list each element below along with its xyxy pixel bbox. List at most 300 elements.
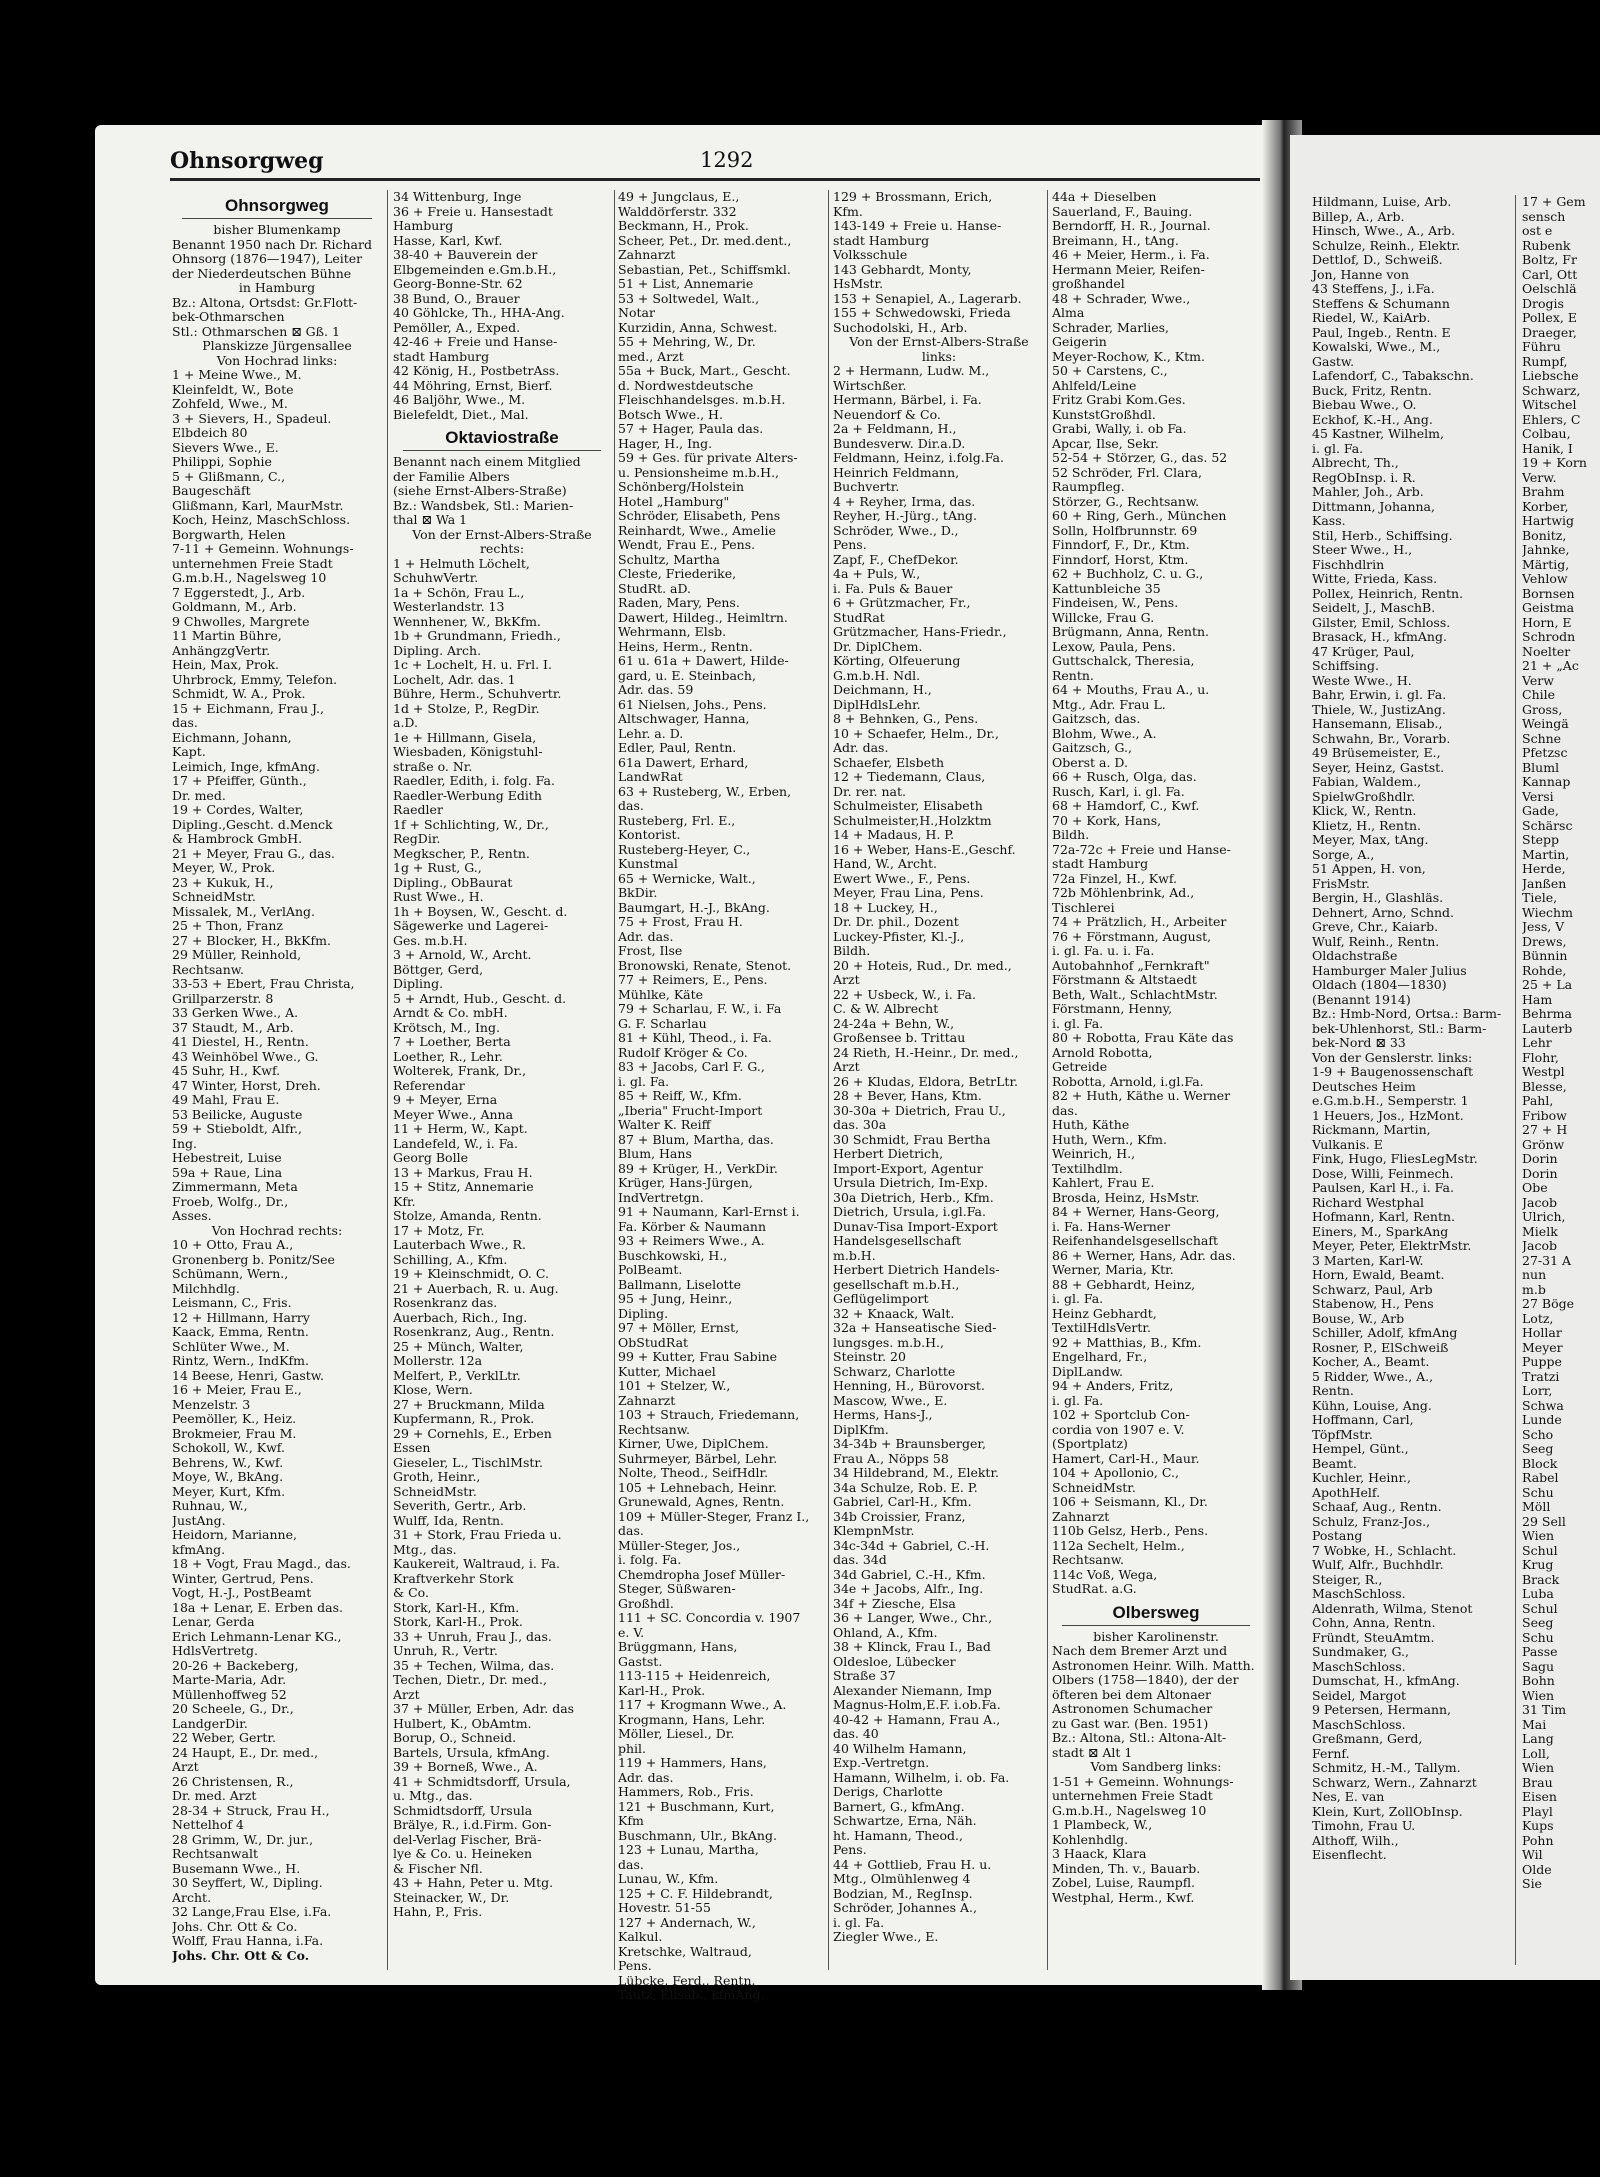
directory-entry-line: Aldenrath, Wilma, Stenot — [1312, 1600, 1473, 1616]
directory-entry-line: Grabi, Wally, i. ob Fa. — [1052, 422, 1187, 436]
directory-entry-line: Krüger, Hans-Jürgen, — [618, 1176, 753, 1190]
directory-entry-line: Mtg., Adr. Frau L. — [1052, 697, 1166, 712]
directory-entry-line: Pemöller, A., Exped. — [393, 320, 521, 335]
directory-entry-line: Adr. das. — [833, 741, 889, 755]
directory-entry-line: Greve, Chr., Kaiarb. — [1312, 919, 1439, 934]
directory-entry-line: HsMstr. — [833, 277, 884, 291]
directory-entry-line: Froeb, Wolfg., Dr., — [172, 1194, 289, 1209]
directory-entry-line: i. gl. Fa. — [1052, 1292, 1104, 1306]
directory-entry-line: 5 + Arndt, Hub., Gescht. d. — [393, 991, 567, 1006]
page-number: 1292 — [700, 148, 754, 172]
directory-entry-line: Brälye, R., i.d.Firm. Gon- — [393, 1818, 552, 1832]
directory-entry-line: Mtg., das. — [393, 1542, 457, 1557]
directory-entry-line: Ing. — [172, 1136, 197, 1151]
directory-entry-line: i. gl. Fa. — [1052, 1016, 1104, 1031]
directory-entry-line: 1 Plambeck, W., — [1052, 1818, 1153, 1832]
directory-entry-line: Ewert Wwe., F., Pens. — [833, 871, 971, 886]
directory-entry-line: 1h + Boysen, W., Gescht. d. — [393, 904, 568, 919]
directory-entry-line: 7 + Loether, Berta — [393, 1035, 511, 1049]
directory-entry-line: 31 Tim — [1522, 1702, 1567, 1717]
column-2 — [393, 190, 611, 1920]
directory-entry-line: 34-34b + Braunsberger, — [833, 1437, 986, 1451]
directory-entry-line: (Sportplatz) — [1052, 1437, 1128, 1451]
directory-entry-line: Dr. med. — [172, 788, 226, 803]
directory-entry-line: 27 Böge — [1522, 1296, 1574, 1311]
directory-entry-line: Stl.: Othmarschen ⊠ Gß. 1 — [172, 324, 340, 339]
directory-entry-line: Benannt 1950 nach Dr. Richard — [172, 237, 372, 252]
header-rule — [170, 178, 1260, 181]
directory-entry-line: 1c + Lochelt, H. u. Frl. I. — [393, 658, 552, 672]
directory-entry-line: Drews, — [1522, 933, 1567, 949]
directory-entry-line: 45 Suhr, H., Kwf. — [172, 1064, 281, 1078]
directory-entry-line: 117 + Krogmann Wwe., A. — [618, 1698, 787, 1712]
directory-entry-line: Heinz Gebhardt, — [1052, 1306, 1157, 1321]
directory-entry-line: 5 + Glißmann, C., — [172, 469, 286, 484]
directory-entry-line: bek-Uhlenhorst, Stl.: Barm- — [1312, 1020, 1487, 1036]
directory-entry-line: 114c Voß, Wega, — [1052, 1567, 1158, 1582]
directory-entry-line: Bouse, W., Arb — [1312, 1310, 1405, 1326]
directory-entry-line: 34b Croissier, Franz, — [833, 1509, 966, 1524]
directory-entry-line: bisher Karolinenstr. — [1093, 1629, 1219, 1644]
directory-entry-line: Horn, Ewald, Beamt. — [1312, 1267, 1445, 1282]
directory-entry-line: 53 + Soltwedel, Walt., — [618, 291, 760, 306]
directory-entry-line: Feldmann, Heinz, i.folg.Fa. — [833, 451, 1004, 465]
directory-entry-line: das. — [618, 1524, 644, 1538]
directory-entry-line: Klein, Kurt, ZollObInsp. — [1312, 1803, 1463, 1819]
directory-entry-line: e.G.m.b.H., Semperstr. 1 — [1312, 1093, 1469, 1108]
directory-entry-line: Ziegler Wwe., E. — [833, 1930, 939, 1944]
directory-entry-line: Ursula Dietrich, Im-Exp. — [833, 1176, 988, 1190]
directory-entry-line: MaschSchloss. — [1312, 1586, 1406, 1601]
directory-entry-line: der Familie Albers — [393, 469, 510, 484]
directory-entry-line: 30 Seyffert, W., Dipling. — [172, 1876, 323, 1890]
directory-entry-line: 99 + Kutter, Frau Sabine — [618, 1350, 778, 1364]
directory-entry-line: Fabian, Waldem., — [1312, 774, 1422, 789]
directory-entry-line: Witschel — [1522, 397, 1577, 412]
directory-entry-line: Chile — [1522, 687, 1556, 702]
directory-entry-line: Sievers Wwe., E. — [172, 440, 279, 455]
directory-entry-line: kfmAng. — [172, 1542, 226, 1557]
directory-entry-line: 49 + Jungclaus, E., — [618, 190, 740, 204]
directory-entry-line: Schwahn, Br., Vorarb. — [1312, 730, 1451, 746]
directory-entry-line: Henning, H., Bürovorst. — [833, 1379, 985, 1393]
directory-entry-line: Rohde, — [1522, 962, 1567, 978]
street-heading: Oldachstraße — [1312, 948, 1398, 963]
directory-entry-line: Berndorff, H. R., Journal. — [1052, 219, 1211, 233]
directory-entry-line: 80 + Robotta, Frau Käte das — [1052, 1031, 1234, 1045]
directory-entry-line: phil. — [618, 1741, 647, 1756]
directory-entry-line: 7 Eggerstedt, J., Arb. — [172, 585, 306, 600]
directory-entry-line: 51 Appen, H. von, — [1312, 861, 1426, 876]
directory-entry-line: Raedler-Werbung Edith — [393, 788, 542, 803]
directory-entry-line: 21 + Auerbach, R. u. Aug. — [393, 1281, 559, 1296]
directory-entry-line: Kfm. — [833, 204, 863, 219]
directory-entry-line: Schrodn — [1522, 629, 1576, 644]
directory-entry-line: 34 Hildebrand, M., Elektr. — [833, 1466, 1000, 1480]
directory-entry-line: Raumpfleg. — [1052, 480, 1125, 494]
directory-entry-line: Elbdeich 80 — [172, 426, 248, 440]
directory-entry-line: Hamburger Maler Julius — [1312, 962, 1467, 978]
directory-entry-line: 61 u. 61a + Dawert, Hilde- — [618, 654, 789, 668]
directory-entry-line: Arndt & Co. mbH. — [393, 1006, 508, 1020]
directory-entry-line: Weste Wwe., H. — [1312, 672, 1412, 688]
directory-entry-line: Bundesverw. Dir.a.D. — [833, 436, 966, 451]
directory-entry-line: Meyer, Kurt, Kfm. — [172, 1484, 286, 1499]
directory-entry-line: Busemann Wwe., H. — [172, 1861, 301, 1876]
directory-entry-line: Luba — [1522, 1586, 1554, 1601]
directory-entry-line: Schilling, A., Kfm. — [393, 1252, 508, 1267]
directory-entry-line: gard, u. E. Steinbach, — [618, 668, 756, 683]
directory-entry-line: SpielwGroßhdlr. — [1312, 788, 1416, 804]
directory-entry-line: Severith, Gertr., Arb. — [393, 1499, 527, 1513]
directory-entry-line: Rosenkranz das. — [393, 1296, 498, 1310]
directory-entry-line: Draeger, — [1522, 324, 1577, 340]
directory-entry-line: stadt ⊠ Alt 1 — [1052, 1745, 1133, 1760]
directory-entry-line: 19 + Kleinschmidt, O. C. — [393, 1267, 549, 1281]
directory-entry-line: Brahm — [1522, 484, 1565, 499]
directory-entry-line: 48 + Schrader, Wwe., — [1052, 291, 1191, 306]
directory-entry-line: 76 + Förstmann, August, — [1052, 929, 1212, 944]
directory-entry-line: Elbgemeinden e.Gm.b.H., — [393, 262, 557, 277]
directory-entry-line: Kups — [1522, 1818, 1554, 1833]
directory-entry-line: Ohland, A., Kfm. — [833, 1625, 938, 1640]
directory-entry-line: Dittmann, Johanna, — [1312, 498, 1435, 514]
directory-entry-line: Puppe — [1522, 1354, 1562, 1369]
street-heading: Oktaviostraße — [403, 426, 601, 451]
directory-entry-line: Arzt — [172, 1760, 199, 1774]
directory-entry-line: Schärsc — [1522, 817, 1573, 833]
directory-entry-line: Guttschalck, Theresia, — [1052, 654, 1195, 668]
directory-entry-line: 1e + Hillmann, Gisela, — [393, 730, 537, 745]
directory-entry-line: Stil, Herb., Schiffsing. — [1312, 527, 1453, 543]
directory-entry-line: Schröder, Johannes A., — [833, 1901, 977, 1915]
directory-entry-line: 30-30a + Dietrich, Frau U., — [833, 1103, 1006, 1118]
directory-entry-line: 12 + Tiedemann, Claus, — [833, 770, 986, 784]
directory-entry-line: Baugeschäft — [172, 484, 251, 498]
directory-entry-line: bek-Nord ⊠ 33 — [1312, 1035, 1406, 1050]
directory-entry-line: Riedel, W., KaiArb. — [1312, 310, 1431, 325]
directory-entry-line: Dose, Willi, Feinmech. — [1312, 1165, 1454, 1181]
directory-entry-line: 21 + „Ac — [1522, 658, 1579, 673]
directory-entry-line: lungsges. m.b.H., — [833, 1335, 944, 1350]
directory-entry-line: 19 + Korn — [1522, 455, 1587, 470]
directory-entry-line: Lauterbach Wwe., R. — [393, 1238, 526, 1252]
directory-entry-line: Dipling.,Gescht. d.Menck — [172, 817, 333, 832]
directory-entry-line: Mtg., Olmühlenweg 4 — [833, 1872, 971, 1886]
directory-entry-line: Walter K. Reiff — [618, 1118, 711, 1132]
directory-entry-line: 63 + Rusteberg, W., Erben, — [618, 784, 792, 799]
directory-entry-line: Janßen — [1522, 875, 1567, 891]
directory-entry-line: Hempel, Günt., — [1312, 1441, 1409, 1456]
directory-entry-line: i. gl. Fa. — [833, 1915, 885, 1930]
directory-entry-line: Steiger, R., — [1312, 1571, 1383, 1587]
directory-entry-line: Bornsen — [1522, 585, 1575, 601]
directory-entry-line: 24-24a + Behn, W., — [833, 1016, 955, 1031]
directory-entry-line: 9 + Meyer, Erna — [393, 1093, 498, 1107]
directory-entry-line: 41 + Schmidtsdorff, Ursula, — [393, 1774, 571, 1789]
directory-entry-line: Tiele, — [1522, 890, 1558, 905]
directory-entry-line: 16 + Weber, Hans-E.,Geschf. — [833, 842, 1016, 857]
directory-entry-line: Wolff, Frau Hanna, i.Fa. — [172, 1934, 324, 1948]
directory-entry-line: Breimann, H., tAng. — [1052, 233, 1179, 248]
directory-entry-line: Sauerland, F., Bauing. — [1052, 204, 1193, 219]
directory-entry-line: großhandel — [1052, 277, 1125, 291]
directory-entry-line: Klick, W., Rentn. — [1312, 803, 1417, 818]
directory-entry-line: StudRat. a.G. — [1052, 1582, 1137, 1596]
directory-entry-line: Buschkowski, H., — [618, 1248, 728, 1263]
directory-entry-line: 18 + Vogt, Frau Magd., das. — [172, 1557, 351, 1571]
directory-entry-line: Ulrich, — [1522, 1209, 1566, 1224]
directory-entry-line: 43 + Hahn, Peter u. Mtg. — [393, 1876, 554, 1890]
directory-entry-line: Fernf. — [1312, 1745, 1350, 1761]
directory-entry-line: 55a + Buck, Mart., Gescht. — [618, 364, 791, 378]
directory-entry-line: Bz.: Altona, Stl.: Altona-Alt- — [1052, 1731, 1227, 1745]
directory-entry-line: Schmitz, H.-M., Tallym. — [1312, 1760, 1461, 1775]
directory-entry-line: Hasse, Karl, Kwf. — [393, 233, 503, 248]
directory-entry-line: Rechtsanwalt — [172, 1847, 258, 1861]
directory-entry-line: ost e — [1522, 223, 1553, 238]
directory-entry-line: 14 + Madaus, H. P. — [833, 828, 955, 842]
directory-entry-line: 9 Petersen, Hermann, — [1312, 1702, 1452, 1717]
directory-entry-line: Schaefer, Elsbeth — [833, 755, 945, 770]
directory-entry-line: Gastst. — [618, 1654, 663, 1669]
directory-entry-line: G.m.b.H., Nagelsweg 10 — [1052, 1803, 1207, 1818]
street-heading: Olbersweg — [1062, 1601, 1250, 1626]
directory-entry-line: 26 + Kludas, Eldora, BetrLtr. — [833, 1074, 1019, 1089]
directory-entry-line: Leismann, C., Fris. — [172, 1296, 292, 1310]
directory-entry-line: Georg Bolle — [393, 1151, 468, 1165]
directory-entry-line: Deichmann, H., — [833, 683, 932, 697]
directory-entry-line: 74 + Prätzlich, H., Arbeiter — [1052, 915, 1227, 929]
directory-entry-line: Arnold Robotta, — [1052, 1045, 1153, 1060]
directory-entry-line: 3 + Arnold, W., Archt. — [393, 948, 532, 962]
directory-entry-line: Wil — [1522, 1847, 1543, 1862]
directory-entry-line: Alexander Niemann, Imp — [833, 1683, 992, 1698]
directory-entry-line: Adr. das. 59 — [618, 683, 694, 697]
directory-entry-line: Westphal, Herm., Kwf. — [1052, 1890, 1195, 1905]
directory-entry-line: 34c-34d + Gabriel, C.-H. — [833, 1538, 990, 1553]
directory-entry-line: 62 + Buchholz, C. u. G., — [1052, 567, 1204, 581]
directory-entry-line: Lunde — [1522, 1412, 1562, 1427]
directory-entry-line: (siehe Ernst-Albers-Straße) — [393, 484, 567, 498]
directory-entry-line: 38 + Klinck, Frau I., Bad — [833, 1640, 991, 1654]
directory-entry-line: u. Pensionsheime m.b.H., — [618, 465, 780, 480]
directory-entry-line: Wien — [1522, 1760, 1555, 1775]
directory-entry-line: 41 Diestel, H., Rentn. — [172, 1035, 309, 1049]
directory-entry-line: Loether, R., Lehr. — [393, 1049, 503, 1064]
directory-entry-line: 20 + Hoteis, Rud., Dr. med., — [833, 958, 1012, 973]
directory-entry-line: Heins, Herm., Rentn. — [618, 639, 753, 654]
directory-entry-line: Meyer Wwe., Anna — [393, 1107, 514, 1122]
directory-entry-line: Seidelt, J., MaschB. — [1312, 600, 1436, 615]
directory-entry-line: Barnert, G., kfmAng. — [833, 1799, 965, 1814]
directory-entry-line: Kahlert, Frau E. — [1052, 1176, 1155, 1190]
directory-entry-line: Raden, Mary, Pens. — [618, 596, 740, 610]
directory-entry-line: 45 Kastner, Wilhelm, — [1312, 426, 1445, 441]
directory-entry-line: Zapf, F., ChefDekor. — [833, 552, 959, 567]
directory-entry-line: Ohnsorg (1876—1947), Leiter — [172, 252, 363, 266]
directory-entry-line: Dunav-Tisa Import-Export — [833, 1219, 998, 1234]
column-5 — [1052, 190, 1260, 1905]
directory-entry-line: Handelsgesellschaft — [833, 1234, 961, 1248]
directory-entry-line: Dawert, Hildeg., Heimltrn. — [618, 610, 788, 625]
directory-entry-line: 93 + Reimers Wwe., A. — [618, 1234, 765, 1248]
directory-entry-line: Jess, V — [1522, 919, 1565, 934]
directory-entry-line: 33-53 + Ebert, Frau Christa, — [172, 977, 355, 991]
directory-entry-line: i. Fa. Hans-Werner — [1052, 1219, 1171, 1234]
directory-entry-line: Kurzidin, Anna, Schwest. — [618, 320, 778, 335]
directory-entry-line: 89 + Krüger, H., VerkDir. — [618, 1161, 778, 1176]
directory-entry-line: 88 + Gebhardt, Heinz, — [1052, 1277, 1196, 1292]
directory-entry-line: Einers, M., SparkAng — [1312, 1223, 1449, 1239]
directory-entry-line: 79 + Scharlau, F. W., i. Fa — [618, 1002, 782, 1016]
directory-entry-line: Uhrbrock, Emmy, Telefon. — [172, 672, 338, 687]
directory-entry-line: Wolterek, Frank, Dr., — [393, 1064, 527, 1078]
directory-entry-line: Geigerin — [1052, 335, 1107, 349]
directory-entry-line: 52-54 + Störzer, G., das. 52 — [1052, 451, 1228, 465]
directory-entry-line: Bahr, Erwin, i. gl. Fa. — [1312, 687, 1447, 702]
column-divider — [1515, 195, 1516, 1965]
directory-entry-line: Stork, Karl-H., Kfm. — [393, 1600, 520, 1615]
directory-entry-line: Brüggmann, Hans, — [618, 1640, 738, 1654]
directory-entry-line: 21 + Meyer, Frau G., das. — [172, 846, 335, 861]
directory-entry-line: 92 + Matthias, B., Kfm. — [1052, 1335, 1202, 1350]
directory-entry-line: Getreide — [1052, 1060, 1108, 1074]
directory-entry-line: G.m.b.H. Ndl. — [833, 668, 921, 683]
directory-entry-line: Cohn, Anna, Rentn. — [1312, 1615, 1436, 1630]
directory-entry-line: Bartels, Ursula, kfmAng. — [393, 1745, 550, 1760]
directory-entry-line: Oldesloe, Lübecker — [833, 1654, 956, 1669]
directory-entry-line: Bronowski, Renate, Stenot. — [618, 958, 792, 973]
directory-entry-line: Schmidtsdorff, Ursula — [393, 1803, 533, 1818]
directory-entry-line: Schulze, Reinh., Elektr. — [1312, 237, 1461, 253]
directory-entry-line: Schwartze, Erna, Näh. — [833, 1814, 977, 1828]
directory-entry-line: Nettelhof 4 — [172, 1818, 244, 1832]
directory-entry-line: 95 + Jung, Heinr., — [618, 1292, 733, 1306]
directory-entry-line: Referendar — [393, 1078, 465, 1093]
directory-entry-line: Johs. Chr. Ott & Co. — [172, 1948, 310, 1963]
directory-entry-line: Meyer, Frau Lina, Pens. — [833, 886, 984, 900]
directory-entry-line: Krogmann, Hans, Lehr. — [618, 1712, 766, 1727]
directory-entry-line: stadt Hamburg — [1052, 857, 1149, 871]
directory-entry-line: Lehr. a. D. — [618, 726, 684, 741]
directory-entry-line: 18a + Lenar, E. Erben das. — [172, 1600, 343, 1615]
directory-entry-line: Wiesbaden, Königstuhl- — [393, 745, 543, 759]
directory-entry-line: Fleischhandelsges. m.b.H. — [618, 393, 786, 407]
directory-entry-line: Arzt — [393, 1687, 420, 1702]
directory-entry-line: Bildh. — [1052, 828, 1090, 842]
directory-entry-line: Dr. Dr. phil., Dozent — [833, 915, 959, 929]
directory-entry-line: 86 + Werner, Hans, Adr. das. — [1052, 1248, 1236, 1263]
directory-entry-line: RegDir. — [393, 832, 441, 846]
directory-entry-line: 102 + Sportclub Con- — [1052, 1408, 1190, 1422]
directory-entry-line: 66 + Rusch, Olga, das. — [1052, 770, 1197, 784]
directory-entry-line: Obe — [1522, 1180, 1548, 1195]
directory-entry-line: u. Mtg., das. — [393, 1789, 473, 1803]
directory-entry-line: DiplKfm. — [833, 1422, 889, 1437]
directory-entry-line: Lochelt, Adr. das. 1 — [393, 672, 516, 687]
directory-entry-line: Jahnke, — [1522, 542, 1570, 557]
directory-entry-line: Kocher, A., Beamt. — [1312, 1354, 1430, 1369]
directory-entry-line: Gronenberg b. Ponitz/See — [172, 1252, 335, 1267]
directory-entry-line: DiplLandw. — [1052, 1364, 1124, 1379]
directory-entry-line: Steer Wwe., H., — [1312, 542, 1413, 557]
directory-entry-line: Wien — [1522, 1528, 1555, 1543]
directory-entry-line: Kfr. — [393, 1194, 416, 1209]
directory-entry-line: Hamert, Carl-H., Maur. — [1052, 1451, 1200, 1466]
directory-entry-line: ht. Hamann, Theod., — [833, 1828, 963, 1843]
directory-entry-line: Pfetzsc — [1522, 745, 1568, 760]
column-divider — [387, 190, 388, 1970]
directory-entry-line: 25 + Thon, Franz — [172, 919, 283, 933]
directory-entry-line: Engelhard, Fr., — [1052, 1350, 1148, 1364]
directory-entry-line: 4a + Puls, W., — [833, 567, 921, 581]
directory-entry-line: Hahn, P., Fris. — [393, 1905, 483, 1919]
directory-entry-line: Zimmermann, Meta — [172, 1180, 298, 1194]
directory-entry-line: 60 + Ring, Gerh., München — [1052, 509, 1227, 523]
directory-entry-line: 129 + Brossmann, Erich, — [833, 190, 993, 204]
directory-entry-line: Stepp — [1522, 832, 1559, 847]
directory-entry-line: 34f + Ziesche, Elsa — [833, 1596, 956, 1611]
directory-entry-line: 39 + Borneß, Wwe., A. — [393, 1760, 538, 1774]
directory-entry-line: Schulmeister, Elisabeth — [833, 799, 983, 813]
directory-entry-line: 34d Gabriel, C.-H., Kfm. — [833, 1567, 986, 1582]
directory-entry-line: Volksschule — [833, 248, 908, 262]
directory-entry-line: Dipling., ObBaurat — [393, 875, 513, 890]
directory-entry-line: Dehnert, Arno, Schnd. — [1312, 904, 1455, 920]
directory-entry-line: a.D. — [393, 716, 418, 730]
directory-entry-line: Schaaf, Aug., Rentn. — [1312, 1499, 1442, 1514]
directory-entry-line: Rabel — [1522, 1470, 1559, 1485]
directory-entry-line: Kontorist. — [618, 828, 681, 842]
directory-entry-line: 20 Scheele, G., Dr., — [172, 1702, 294, 1716]
directory-entry-line: 94 + Anders, Fritz, — [1052, 1379, 1174, 1393]
directory-entry-line: 36 + Freie u. Hansestadt — [393, 204, 553, 219]
directory-entry-line: 46 + Meier, Herm., i. Fa. — [1052, 248, 1210, 262]
directory-entry-line: SchneidMstr. — [393, 1484, 477, 1499]
directory-entry-line: Sebastian, Pet., Schiffsmkl. — [618, 262, 791, 277]
directory-entry-line: 47 Winter, Horst, Dreh. — [172, 1078, 321, 1093]
directory-entry-line: Schultz, Martha — [618, 552, 720, 567]
directory-entry-line: Wulf, Alfr., Buchhdlr. — [1312, 1557, 1444, 1572]
directory-entry-line: Dettlof, D., Schweiß. — [1312, 252, 1443, 267]
directory-entry-line: Hofmann, Karl, Rentn. — [1312, 1209, 1456, 1224]
directory-entry-line: PolBeamt. — [618, 1263, 683, 1277]
directory-entry-line: Albrecht, Th., — [1312, 455, 1399, 470]
directory-entry-line: 1 + Helmuth Löchelt, — [393, 556, 530, 571]
directory-entry-line: Bz.: Altona, Ortsdst: Gr.Flott- — [172, 295, 358, 310]
directory-entry-line: Versi — [1522, 788, 1554, 804]
directory-entry-line: Thiele, W., JustizAng. — [1312, 701, 1446, 717]
directory-entry-line: Heinrich Feldmann, — [833, 465, 960, 480]
directory-entry-line: 59 + Ges. für private Alters- — [618, 451, 798, 465]
directory-entry-line: Beth, Walt., SchlachtMstr. — [1052, 987, 1218, 1002]
directory-entry-line: Rusteberg-Heyer, C., — [618, 842, 751, 857]
directory-entry-line: Kowalski, Wwe., M., — [1312, 339, 1441, 354]
directory-entry-line: Bodzian, M., RegInsp. — [833, 1886, 973, 1901]
directory-entry-line: G. F. Scharlau — [618, 1016, 707, 1031]
directory-entry-line: Rechtsanw. — [172, 962, 244, 977]
directory-entry-line: 9 Chwolles, Margrete — [172, 614, 310, 629]
directory-entry-line: Finndorf, Horst, Ktm. — [1052, 552, 1189, 567]
column-divider — [614, 190, 615, 1970]
directory-entry-line: Krötsch, M., Ing. — [393, 1020, 500, 1035]
directory-entry-line: d. Nordwestdeutsche — [618, 378, 754, 393]
directory-entry-line: 5 Ridder, Wwe., A., — [1312, 1368, 1434, 1384]
directory-entry-line: 33 Gerken Wwe., A. — [172, 1006, 299, 1020]
directory-entry-line: i. gl. Fa. — [1052, 1393, 1104, 1408]
directory-entry-line: das. 40 — [833, 1727, 879, 1741]
